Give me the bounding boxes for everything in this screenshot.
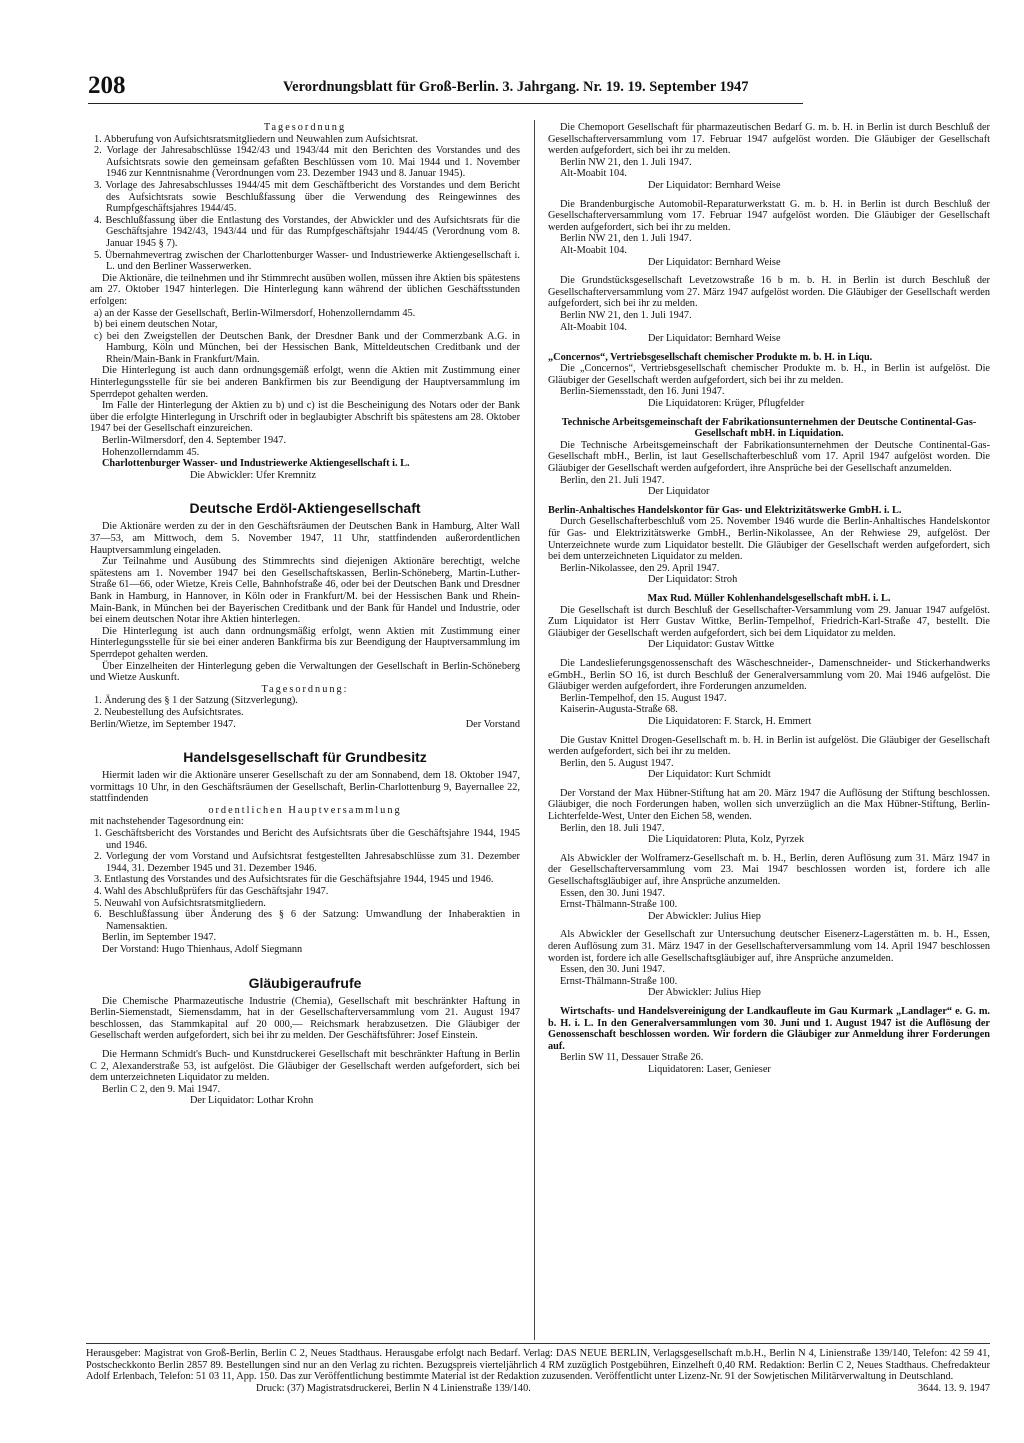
paragraph: Die Hinterlegung ist auch dann ordnungsmäßig erfolgt, wenn Aktien mit Zustimmung einer Hinterlegungsstelle für sie bei einer anderen Bankfirma bis zur Beendigung der Hauptversammlung im Sperrdepot gehalten werden.	[90, 625, 520, 660]
address: Alt-Moabit 104.	[560, 168, 627, 180]
abwickler-signature: Die Abwickler: Ufer Kremnitz	[190, 469, 317, 481]
notice-heading: Max Rud. Müller Kohlenhandelsgesellschaft mbH. i. L.	[647, 592, 891, 604]
tagesordnung-title: Tagesordnung:	[261, 683, 349, 695]
place-date: Berlin-Nikolassee, den 29. April 1947.	[560, 562, 720, 574]
place-date: Berlin, den 21. Juli 1947.	[560, 474, 665, 486]
notice: Wirtschafts- und Handelsvereinigung der Landkaufleute im Gau Kurmark „Landlager“ e. G. m. b. H. i. L. In den Generalversammlungen vom 30. Juni und 1. August 1947 ist die Auflösung der Genossenschaft beschlossen worden. Wir fordern die Gläubiger zur Anmeldung ihrer Forderungen auf.	[548, 1005, 990, 1052]
hinterlegung-item: c) bei den Zweigstellen der Deutschen Bank, der Dresdner Bank und der Commerzbank A.G. in Hamburg, Köln und München, bei der Hessischen Bank, Mitteldeutschen Creditbank und der Rhein/Main-Bank in Frankfurt/Main.	[94, 330, 520, 365]
footer-rule	[86, 1343, 990, 1344]
notice: Durch Gesellschafterbeschluß vom 25. November 1946 wurde die Berlin-Anhaltisches Handelskontor für Gas- und Elektrizitätswerke GmbH., Berlin-Nikolassee, An der Rehwiese 29, aufgelöst. Der Unterzeichnete wurde zum Liquidator bestellt. Die Gläubiger der Gesellschaft werden aufgefordert, sich bei dem unterzeichneten Liquidator zu melden.	[548, 516, 990, 563]
notice: Die „Concernos“, Vertriebsgesellschaft chemischer Produkte m. b. H., in Berlin ist aufgelöst. Die Gläubiger der Gesellschaft werden aufgefordert, sich bei ihr zu melden.	[548, 363, 990, 386]
place-date: Essen, den 30. Juni 1947.	[560, 887, 665, 899]
company-signature: Charlottenburger Wasser- und Industriewerke Aktiengesellschaft i. L.	[102, 458, 410, 470]
notice: Die Grundstücksgesellschaft Levetzowstraße 16 b m. b. H. in Berlin ist durch Beschluß der Gesellschafterversammlung vom 27. März 1947 aufgelöst worden. Die Gläubiger der Gesellschaft werden aufgefordert, sich bei ihr zu melden.	[548, 275, 990, 310]
signer: Der Liquidator: Bernhard Weise	[648, 256, 781, 268]
place-date: Essen, den 30. Juni 1947.	[560, 964, 665, 976]
hinterlegung-item: b) bei einem deutschen Notar,	[94, 319, 218, 331]
signer: Der Liquidator: Bernhard Weise	[648, 179, 781, 191]
tagesordnung-title: Tagesordnung	[263, 122, 347, 133]
agenda-item: 1. Geschäftsbericht des Vorstandes und Bericht des Aufsichtsrats über die Geschäftsjahre 1944, 1945 und 1946.	[94, 828, 520, 851]
signer: Die Liquidatoren: Pluta, Kolz, Pyrzek	[648, 834, 805, 846]
agenda-item: 1. Änderung des § 1 der Satzung (Sitzverlegung).	[94, 695, 298, 707]
section-heading: Deutsche Erdöl-Aktiengesellschaft	[189, 500, 421, 517]
signer: Der Liquidator	[648, 486, 710, 498]
place-date: Berlin-Tempelhof, den 15. August 1947.	[560, 692, 727, 704]
place-date: Berlin SW 11, Dessauer Straße 26.	[560, 1052, 704, 1064]
paragraph: Die Hermann Schmidt's Buch- und Kunstdruckerei Gesellschaft mit beschränkter Haftung in Berlin C 2, Alexanderstraße 53, ist aufgelöst. Die Gläubiger der Gesellschaft werden aufgefordert, sich bei dem unterzeichneten Liquidator zu melden.	[90, 1048, 520, 1084]
paragraph: mit nachstehender Tagesordnung ein:	[90, 816, 244, 828]
place-date: Berlin, den 18. Juli 1947.	[560, 822, 665, 834]
imprint-text: Herausgeber: Magistrat von Groß-Berlin, Berlin C 2, Neues Stadthaus. Herausgabe erfolgt nach Bedarf. Verlag: DAS NEUE BERLIN, Verlagsgesellschaft m.b.H., Berlin N 4, Linienstraße 139/140, Telefon: 42 59 41, Postscheckkonto Berlin 2857 89. Bestellungen sind nur an den Verlag zu richten. Bezugspreis vierteljährlich 4 RM zuzüglich Postgebühren, Einzelheft 0,40 RM. Redaktion: Berlin C 2, Neues Stadthaus. Chefredakteur Adolf Erlenbach, Telefon: 51 03 11, App. 150. Das zur Veröffentlichung bestimmte Material ist der Redaktion zuzusenden. Veröffentlicht unter Lizenz-Nr. 91 der Sowjetischen Militärverwaltung in Deutschland.	[86, 1348, 990, 1382]
imprint-footer	[86, 1348, 990, 1394]
agenda-item: 5. Übernahmevertrag zwischen der Charlottenburger Wasser- und Industriewerke Aktiengesellschaft i. L. und den Berliner Wasserwerken.	[94, 249, 520, 273]
agenda-item: 3. Entlastung des Vorstandes und des Aufsichtsrates für die Geschäftsjahre 1944, 1945 und 1946.	[94, 874, 494, 886]
hinterlegung-intro: Die Aktionäre, die teilnehmen und ihr Stimmrecht ausüben wollen, müssen ihre Aktien bis spätestens am 27. Oktober 1947 hinterlegen. Die Hinterlegung kann während der üblichen Geschäftsstunden erfolgen:	[90, 272, 520, 307]
signer: Der Liquidator: Kurt Schmidt	[648, 769, 771, 781]
signer: Die Liquidatoren: Krüger, Pflugfelder	[648, 398, 805, 410]
notice: Als Abwickler der Gesellschaft zur Untersuchung deutscher Eisenerz-Lagerstätten m. b. H., Essen, deren Auflösung zum 31. März 1947 in der Gesellschafterversammlung vom 14. April 1947 beschlossen worden ist, fordere ich alle Gesellschaftsgläubiger auf, ihre Ansprüche anzumelden.	[548, 929, 990, 964]
signer: Der Vorstand: Hugo Thienhaus, Adolf Siegmann	[102, 944, 303, 955]
notice: Die Chemoport Gesellschaft für pharmazeutischen Bedarf G. m. b. H. in Berlin ist durch Beschluß der Gesellschafterversammlung vom 17. Februar 1947 aufgelöst worden. Die Gläubiger der Gesellschaft werden aufgefordert, sich bei ihr zu melden.	[548, 122, 990, 157]
signer: Der Abwickler: Julius Hiep	[648, 910, 761, 922]
signer: Der Liquidator: Lothar Krohn	[190, 1095, 314, 1107]
paragraph: Die Aktionäre werden zu der in den Geschäftsräumen der Deutschen Bank in Hamburg, Alter Wall 37—53, am Mittwoch, dem 5. November 1947, 11 Uhr, stattfindenden außerordentlichen Hauptversammlung eingeladen.	[90, 521, 520, 556]
place-date: Berlin, den 5. August 1947.	[560, 757, 674, 769]
agenda-item: 2. Vorlegung der vom Vorstand und Aufsichtsrat festgestellten Jahresabschlüsse zum 31. Dezember 1944, 31. Dezember 1945 und 31. Dezember 1946.	[94, 851, 520, 874]
signer: Liquidatoren: Laser, Genieser	[648, 1063, 771, 1075]
signer: Der Liquidator: Gustav Wittke	[648, 639, 775, 651]
hauptversammlung-label: ordentlichen Hauptversammlung	[208, 804, 402, 816]
agenda-item: 2. Neubestellung des Aufsichtsrates.	[94, 706, 244, 718]
signer: Der Vorstand	[465, 718, 520, 730]
place-date: Berlin NW 21, den 1. Juli 1947.	[560, 233, 692, 245]
place-date: Berlin, im September 1947.	[102, 932, 217, 944]
notice: Die Technische Arbeitsgemeinschaft der Fabrikationsunternehmen der Deutsche Continental-Gas-Gesellschaft mbH., Berlin, ist laut Gesellschafterbeschluß vom 17. April 1947 aufgelöst worden. Die Gläubiger der Gesellschaft werden aufgefordert, ihre Ansprüche bei der Gesellschaft anzumelden.	[548, 439, 990, 475]
place-date: Berlin NW 21, den 1. Juli 1947.	[560, 309, 692, 321]
agenda-item: 5. Neuwahl von Aufsichtsratsmitgliedern.	[94, 897, 266, 909]
agenda-item: 2. Vorlage der Jahresabschlüsse 1942/43 und 1943/44 mit den Berichten des Vorstandes und des Aufsichtsrats sowie den gemeinsam gefaßten Beschlüssen vom 10. Mai 1944 und 1. November 1946 zur Kenntnisnahme (Verordnungen vom 23. Dezember 1943 und 8. Januar 1945).	[94, 145, 520, 180]
signer: Der Liquidator: Bernhard Weise	[648, 333, 781, 345]
paragraph: Die Chemische Pharmazeutische Industrie (Chemia), Gesellschaft mit beschränkter Haftung in Berlin-Siemenstadt, Siemensdamm, hat in der Gesellschafterversammlung vom 21. August 1947 beschlossen, das Stammkapital auf 20 000,— Reichsmark herabzusetzen. Die Gläubiger der Gesellschaft werden aufgefordert, sich bei ihr zu melden. Der Geschäftsführer: Josef Einstein.	[90, 995, 520, 1042]
signer: Der Abwickler: Julius Hiep	[648, 987, 761, 999]
paragraph: Zur Teilnahme und Ausübung des Stimmrechts sind diejenigen Aktionäre berechtigt, welche spätestens am 1. November 1947 bei den Gesellschaftskassen, Berlin-Schöneberg, Martin-Luther-Straße 61—66, oder Wietze, Kreis Celle, Bahnhofstraße 46, oder bei der Deutschen Bank und Dresdner Bank in Hamburg, in Hannover, in Köln oder in Frankfurt/M. bei der Hessischen Bank und Rhein-Main-Bank, in München bei der Bayerischen Creditbank und der Bank für Handel und Industrie, oder bei einem deutschen Notar ihre Aktien hinterlegen.	[90, 556, 520, 626]
place-date: Berlin-Siemensstadt, den 16. Juni 1947.	[560, 386, 725, 398]
notice: Die Brandenburgische Automobil-Reparaturwerkstatt G. m. b. H. in Berlin ist durch Beschluß der Gesellschafterversammlung vom 17. Februar 1947 aufgelöst worden. Die Gläubiger der Gesellschaft werden aufgefordert, sich bei ihr zu melden.	[548, 198, 990, 233]
agenda-item: 4. Beschlußfassung über die Entlastung des Vorstandes, der Abwickler und des Aufsichtsrats für die Geschäftsjahre 1942/43, 1943/44 und für das Rumpfgeschäftsjahr 1944/45 (Verordnung vom 8. Januar 1945 § 7).	[94, 214, 520, 249]
place-date: Berlin NW 21, den 1. Juli 1947.	[560, 156, 692, 168]
hinterlegung-paragraph: Die Hinterlegung ist auch dann ordnungsgemäß erfolgt, wenn die Aktien mit Zustimmung einer Hinterlegungsstelle für sie bei anderen Bankfirmen bis zur Beendigung der Hauptversammlung im Sperrdepot gehalten werden.	[90, 365, 520, 400]
print-code: 3644. 13. 9. 1947	[917, 1382, 990, 1394]
notice-heading: Berlin-Anhaltisches Handelskontor für Gas- und Elektrizitätswerke GmbH. i. L.	[548, 504, 902, 516]
address: Hohenzollerndamm 45.	[102, 446, 200, 458]
paragraph: Hiermit laden wir die Aktionäre unserer Gesellschaft zu der am Sonnabend, dem 18. Oktober 1947, vormittags 10 Uhr, in den Geschäftsräumen der Gesellschaft, Berlin-Charlottenburg 9, Bayernallee 22, stattfindenden	[90, 770, 520, 805]
header-title: Verordnungsblatt für Groß-Berlin. 3. Jahrgang. Nr. 19. 19. September 1947	[283, 79, 749, 95]
notice: Als Abwickler der Wolframerz-Gesellschaft m. b. H., Berlin, deren Auflösung zum 31. März 1947 in der Gesellschafterversammlung vom 23. Mai 1947 beschlossen worden ist, fordere ich alle Gesellschaftsgläubiger auf, ihre Ansprüche anzumelden.	[548, 852, 990, 888]
address: Kaiserin-Augusta-Straße 68.	[560, 704, 678, 716]
print-row	[86, 1383, 990, 1395]
address: Ernst-Thälmann-Straße 100.	[560, 975, 678, 987]
print-note: Druck: (37) Magistratsdruckerei, Berlin N 4 Linienstraße 139/140.	[256, 1382, 531, 1394]
agenda-item: 4. Wahl des Abschlußprüfers für das Geschäftsjahr 1947.	[94, 886, 329, 898]
signer: Der Liquidator: Stroh	[648, 574, 738, 586]
place-date: Berlin C 2, den 9. Mai 1947.	[102, 1083, 221, 1095]
place-date: Berlin-Wilmersdorf, den 4. September 1947.	[102, 435, 287, 447]
page-header	[88, 72, 808, 102]
paragraph: Über Einzelheiten der Hinterlegung geben die Verwaltungen der Gesellschaft in Berlin-Schöneberg und Wietze Auskunft.	[90, 660, 520, 684]
right-column	[548, 122, 990, 1340]
address: Alt-Moabit 104.	[560, 244, 627, 256]
notice-heading: Technische Arbeitsgemeinschaft der Fabrikationsunternehmen der Deutsche Continental-Gas-Gesellschaft mbH. in Liquidation.	[561, 416, 977, 440]
notice: Die Gustav Knittel Drogen-Gesellschaft m. b. H. in Berlin ist aufgelöst. Die Gläubiger der Gesellschaft werden aufgefordert, sich bei ihr zu melden.	[548, 734, 990, 758]
header-rule	[88, 103, 803, 104]
agenda-item: 1. Abberufung von Aufsichtsratsmitgliedern und Neuwahlen zum Aufsichtsrat.	[94, 133, 419, 145]
column-divider	[534, 120, 535, 1340]
section-heading: Handelsgesellschaft für Grundbesitz	[183, 749, 427, 766]
signature-row	[90, 719, 520, 731]
address: Alt-Moabit 104.	[560, 321, 627, 333]
hinterlegung-item: a) an der Kasse der Gesellschaft, Berlin-Wilmersdorf, Hohenzollerndamm 45.	[94, 307, 416, 319]
address: Ernst-Thälmann-Straße 100.	[560, 899, 678, 911]
page-number: 208	[88, 72, 126, 99]
hinterlegung-paragraph: Im Falle der Hinterlegung der Aktien zu b) und c) ist die Bescheinigung des Notars oder der Bank über die erfolgte Hinterlegung in Urschrift oder in beglaubigter Abschrift bis spätestens am 28. Oktober 1947 bei der Gesellschaft einzureichen.	[90, 400, 520, 435]
notice-heading: „Concernos“, Vertriebsgesellschaft chemischer Produkte m. b. H. in Liqu.	[548, 351, 873, 363]
section-heading: Gläubigeraufrufe	[248, 974, 362, 991]
left-column	[90, 122, 520, 1340]
notice: Die Gesellschaft ist durch Beschluß der Gesellschafter-Versammlung vom 29. Januar 1947 aufgelöst. Zum Liquidator ist Herr Gustav Wittke, Berlin-Tempelhof, Friedrich-Karl-Straße 47, bestellt. Die Gläubiger der Gesellschaft werden aufgefordert, sich bei dem Liquidator zu melden.	[548, 604, 990, 639]
signer: Die Liquidatoren: F. Starck, H. Emmert	[648, 715, 812, 727]
notice: Die Landeslieferungsgenossenschaft des Wäscheschneider-, Damenschneider- und Stickerhandwerks eGmbH., Berlin SO 16, ist durch Beschluß der Generalversammlung vom 20. Mai 1946 aufgelöst. Die Gläubiger werden aufgefordert, ihre Forderungen anzumelden.	[548, 657, 990, 693]
agenda-item: 6. Beschlußfassung über Änderung des § 6 der Satzung: Umwandlung der Inhaberaktien in Namensaktien.	[94, 909, 520, 932]
notice: Der Vorstand der Max Hübner-Stiftung hat am 20. März 1947 die Auflösung der Stiftung beschlossen. Gläubiger, die noch Forderungen haben, wollen sich unverzüglich an die Max Hübner-Stiftung, Berlin-Lichterfelde-West, Unter den Eichen 58, wenden.	[548, 787, 990, 823]
agenda-item: 3. Vorlage des Jahresabschlusses 1944/45 mit dem Geschäftbericht des Vorstandes und dem Bericht des Aufsichtsrats sowie Beschlußfassung über die Verwendung des Reingewinnes des Rumpfgeschäftsjahres 1944/45.	[94, 179, 520, 215]
place-date: Berlin/Wietze, im September 1947.	[90, 718, 236, 730]
